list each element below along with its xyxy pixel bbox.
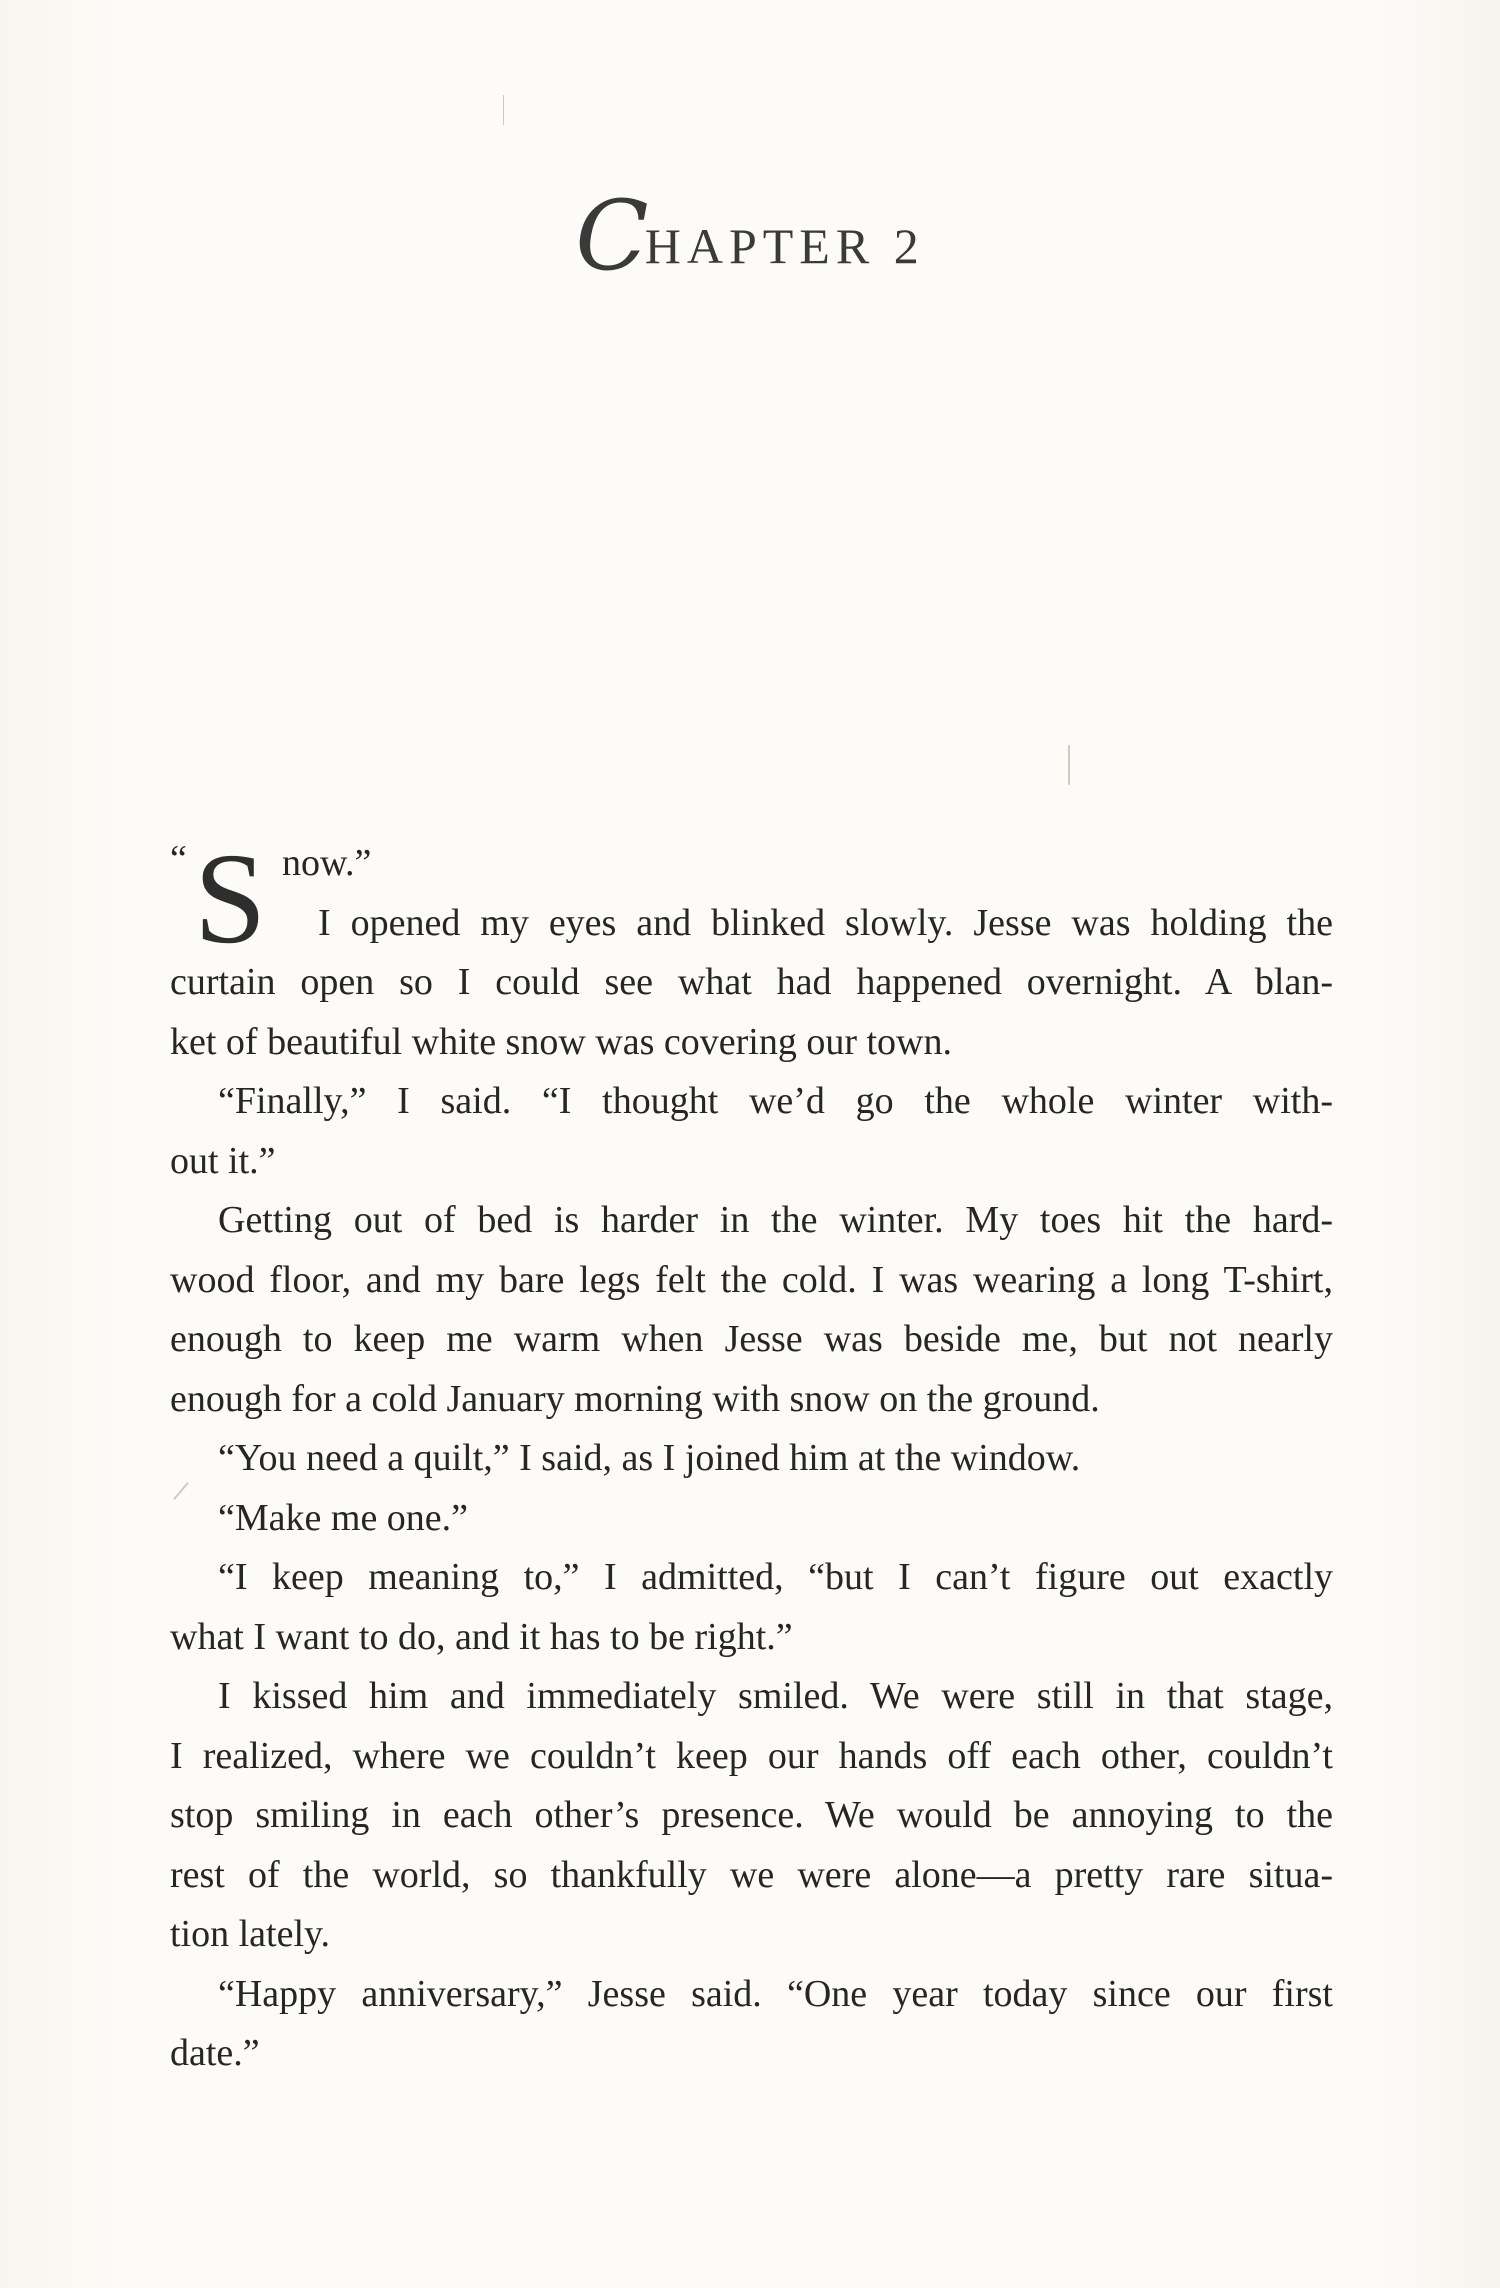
text-line: date.”: [170, 2032, 260, 2074]
opening-word: now.”: [282, 842, 372, 884]
chapter-initial: C: [575, 180, 649, 292]
opening-quote: “: [170, 838, 187, 880]
text-line: wood floor, and my bare legs felt the cold. I was wearing a long T-shirt,: [170, 1258, 1333, 1301]
text-line: what I want to do, and it has to be right.”: [170, 1615, 793, 1658]
text-line: I kissed him and immediately smiled. We were still in that stage,: [218, 1675, 1333, 1717]
scan-mark: [503, 95, 504, 125]
text-line: “Finally,” I said. “I thought we’d go the whole winter with-: [218, 1080, 1333, 1122]
text-line: enough to keep me warm when Jesse was beside me, but not nearly: [170, 1318, 1333, 1360]
text-line: stop smiling in each other’s presence. We would be annoying to the: [170, 1794, 1333, 1836]
text-line: tion lately.: [170, 1913, 331, 1955]
scan-mark: [1068, 745, 1070, 785]
text-line: I realized, where we couldn’t keep our hands off each other, couldn’t: [170, 1734, 1333, 1777]
text-line: rest of the world, so thankfully we were alone—a pretty rare situa-: [170, 1853, 1333, 1896]
text-line: ket of beautiful white snow was covering our town.: [170, 1020, 952, 1063]
text-line: “You need a quilt,” I said, as I joined him at the window.: [218, 1437, 1081, 1479]
chapter-title: HAPTER 2: [644, 218, 925, 274]
text-line: out it.”: [170, 1139, 276, 1182]
text-line: Getting out of bed is harder in the winter. My toes hit the hard-: [218, 1199, 1333, 1241]
drop-cap: S: [194, 827, 267, 971]
text-line: “Make me one.”: [218, 1496, 469, 1539]
text-line: curtain open so I could see what had happened overnight. A blan-: [170, 961, 1333, 1003]
text-line: “I keep meaning to,” I admitted, “but I can’t figure out exactly: [218, 1556, 1333, 1598]
chapter-body: [170, 827, 1333, 2084]
text-line: “Happy anniversary,” Jesse said. “One year today since our first: [218, 1972, 1333, 2015]
chapter-heading: [0, 180, 1500, 292]
text-line: enough for a cold January morning with snow on the ground.: [170, 1377, 1100, 1420]
text-line: I opened my eyes and blinked slowly. Jesse was holding the: [318, 901, 1333, 944]
